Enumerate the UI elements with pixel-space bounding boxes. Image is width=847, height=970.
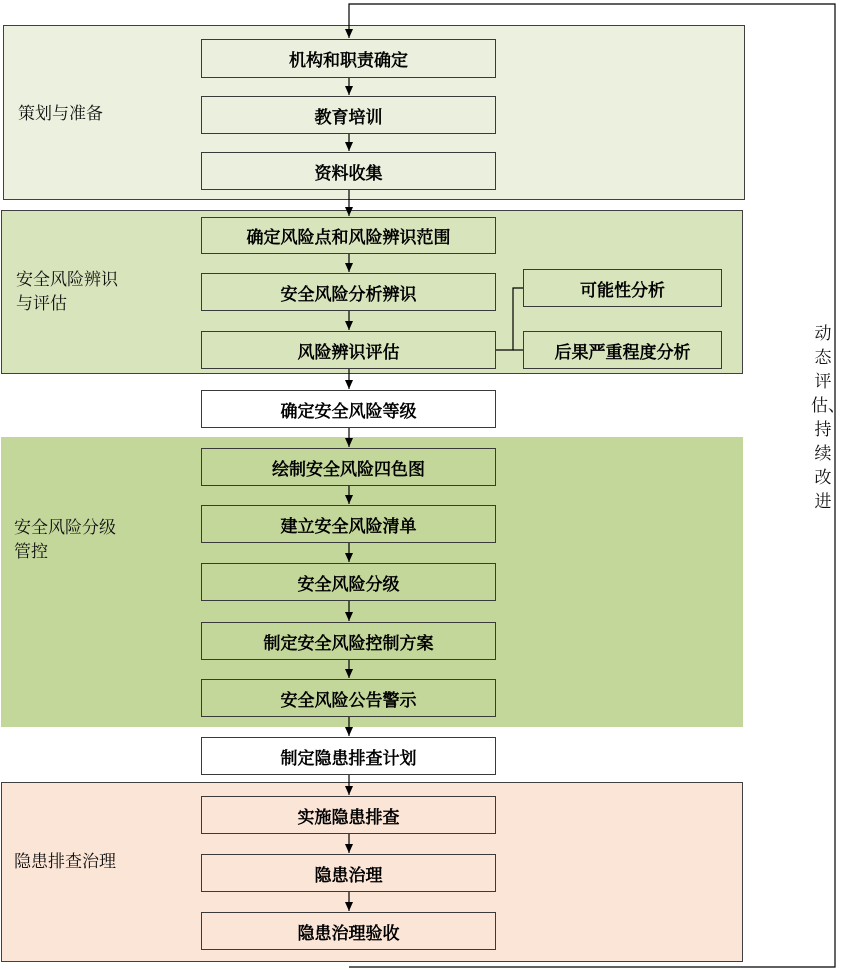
step-risk-analysis: 安全风险分析辨识 bbox=[201, 273, 496, 311]
step-risk-list: 建立安全风险清单 bbox=[201, 505, 496, 543]
side-step-severity: 后果严重程度分析 bbox=[523, 331, 722, 369]
step-risk-notice: 安全风险公告警示 bbox=[201, 679, 496, 717]
step-hazard-inspection: 实施隐患排查 bbox=[201, 796, 496, 834]
step-data-collection: 资料收集 bbox=[201, 152, 496, 190]
phase-label-risk-control: 安全风险分级管控 bbox=[14, 518, 116, 562]
step-risk-evaluation: 风险辨识评估 bbox=[201, 331, 496, 369]
step-education-training: 教育培训 bbox=[201, 96, 496, 134]
step-hazard-remediation: 隐患治理 bbox=[201, 854, 496, 892]
step-risk-grading: 安全风险分级 bbox=[201, 563, 496, 601]
phase-label-planning: 策划与准备 bbox=[18, 104, 103, 124]
step-four-color-map: 绘制安全风险四色图 bbox=[201, 448, 496, 486]
step-control-plan: 制定安全风险控制方案 bbox=[201, 622, 496, 660]
phase-label-risk-identification: 安全风险辨识与评估 bbox=[16, 270, 118, 314]
step-risk-scope: 确定风险点和风险辨识范围 bbox=[201, 217, 496, 254]
side-step-likelihood: 可能性分析 bbox=[523, 269, 722, 307]
step-risk-level: 确定安全风险等级 bbox=[201, 390, 496, 428]
phase-label-hazard-management: 隐患排查治理 bbox=[14, 852, 116, 872]
bracket-line bbox=[496, 288, 523, 350]
step-organization-duties: 机构和职责确定 bbox=[201, 39, 496, 78]
feedback-loop-label: 动态评估、持续改进 bbox=[811, 324, 845, 512]
step-inspection-plan: 制定隐患排查计划 bbox=[201, 737, 496, 775]
step-remediation-acceptance: 隐患治理验收 bbox=[201, 912, 496, 950]
